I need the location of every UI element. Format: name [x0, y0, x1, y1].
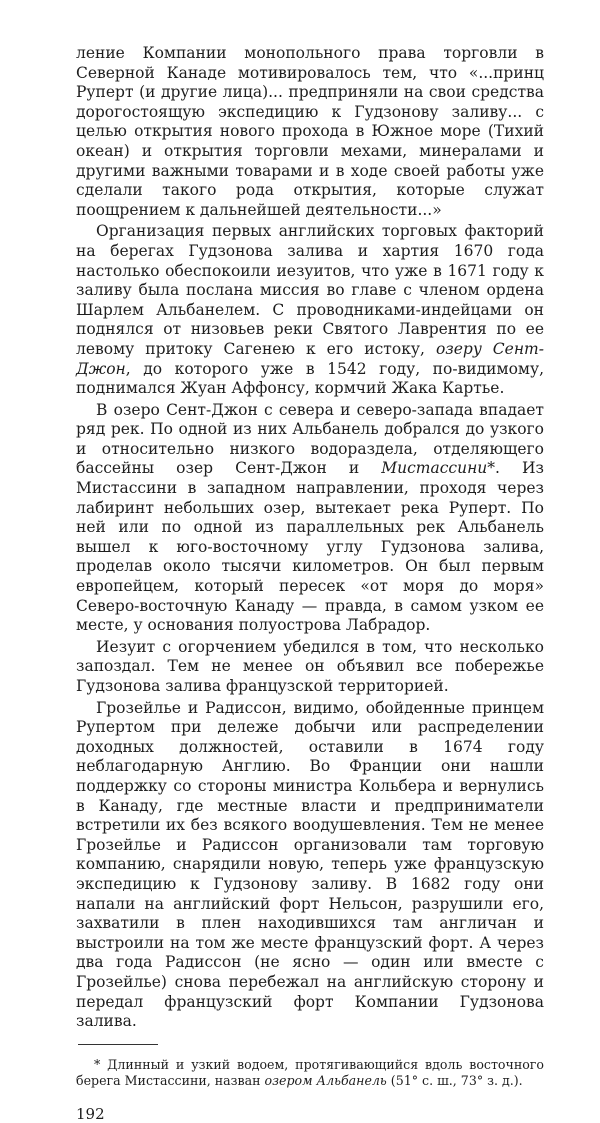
footnote-divider: [78, 1044, 158, 1045]
paragraph-2-italic: озеру Сент-Джон: [76, 339, 544, 378]
main-text: [76, 44, 544, 1032]
page-number: 192: [76, 1104, 105, 1123]
paragraph-2-tail: , до которого уже в 1542 году, по-видимому, поднимался Жуан Аффонсу, кормчий Жака Картье.: [76, 359, 544, 398]
paragraph-3-text: В озеро Сент-Джон с севера и северо-запада впадает ряд рек. По одной из них Альбанель добрался до узкого и относительно низкого водораздела, отделяющего бассейны озер Сент-Джон и: [76, 400, 544, 478]
paragraph-3-italic: Мистассини: [381, 459, 488, 478]
footnote-tail: (51° с. ш., 73° з. д.).: [386, 1072, 523, 1088]
paragraph-3-tail: *. Из Мистассини в западном направлении, проходя через лабиринт небольших озер, вытекает река Руперт. По ней или по одной из параллельных рек Альбанель вышел к юго-восточному углу Гудзонова залива, проделав около тысячи километров. Он был первым европейцем, который пересек «от моря до моря» Северо-восточную Канаду — правда, в самом узком ее месте, у основания полуострова Лабрадор.: [76, 459, 544, 635]
paragraph-2-text: Организация первых английских торговых факторий на берегах Гудзонова залива и хартия 1670 года настолько обеспокоили иезуитов, что уже в 1671 году к заливу была послана миссия во главе с членом ордена Шарлем Альбанелем. С проводниками-индейцами он поднялся от низовьев реки Святого Лаврентия по ее левому притоку Сагенею к его истоку,: [76, 222, 544, 358]
footnote-italic: озером Альбанель: [264, 1072, 387, 1088]
footnote-text: * Длинный и узкий водоем, протягивающийся вдоль восточного берега Мистассини, назван: [76, 1056, 544, 1088]
paragraph-2: [76, 222, 544, 398]
paragraph-3: [76, 401, 544, 636]
footnote: [76, 1057, 544, 1089]
paragraph-5: Грозейлье и Радиссон, видимо, обойденные принцем Рупертом при дележе добычи или распределении доходных должностей, оставили в 1674 году неблагодарную Англию. Во Франции они нашли поддержку со стороны министра Кольбера и вернулись в Канаду, где местные власти и предприниматели встретили их без всякого воодушевления. Тем не менее Грозейлье и Радиссон организовали там торговую компанию, снарядили новую, теперь уже французскую экспедицию к Гудзонову заливу. В 1682 году они напали на английский форт Нельсон, разрушили его, захватили в плен находившихся там англичан и выстроили на том же месте французский форт. А через два года Радиссон (не ясно — один или вместе с Грозейлье) снова перебежал на английскую сторону и передал французский форт Компании Гудзонова залива.: [76, 698, 544, 1031]
paragraph-1: ление Компании монопольного права торговли в Северной Канаде мотивировалось тем, что «...принц Руперт (и другие лица)... предприняли на свои средства дорогостоящую экспедицию к Гудзонову заливу... с целью открытия нового прохода в Южное море (Тихий океан) и открытия торговли мехами, минералами и другими важными товарами и в ходе своей работы уже сделали такого рода открытия, которые служат поощрением к дальнейшей деятельности...»: [76, 44, 544, 219]
paragraph-4: Иезуит с огорчением убедился в том, что несколько запоздал. Тем не менее он объявил все побережье Гудзонова залива французской территорией.: [76, 637, 544, 695]
